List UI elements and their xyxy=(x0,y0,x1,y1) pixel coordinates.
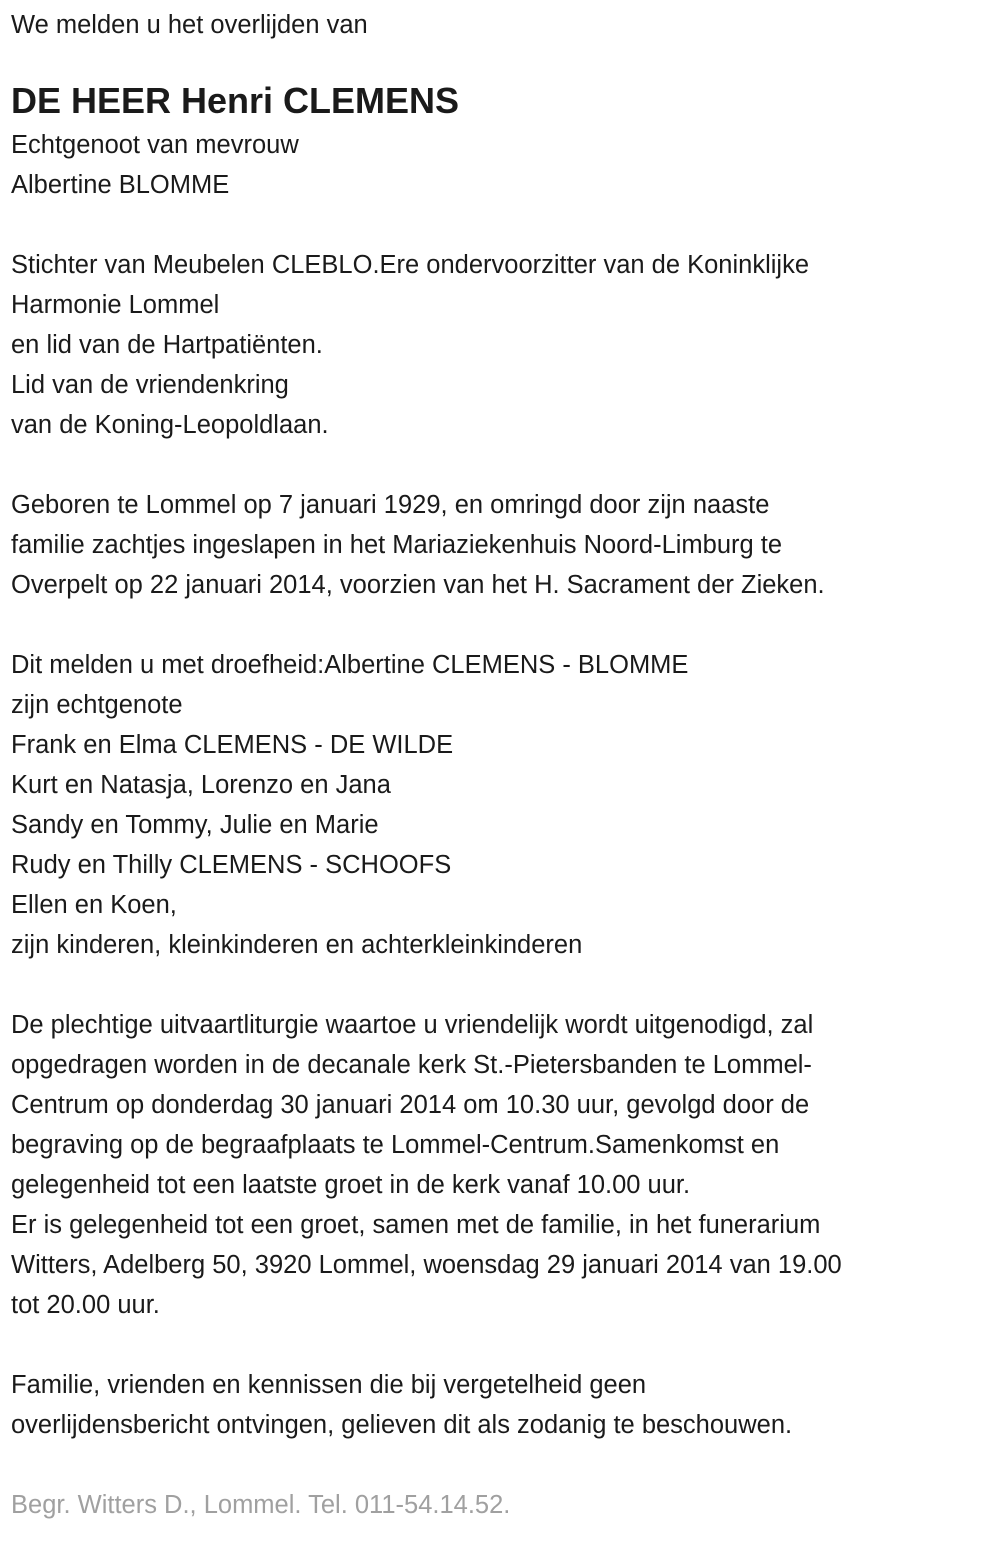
funeral-line: Er is gelegenheid tot een groet, samen met de familie, in het funerarium xyxy=(11,1211,821,1239)
bio-line: van de Koning-Leopoldlaan. xyxy=(11,411,329,439)
death-notice xyxy=(11,5,1000,1525)
deceased-name: DE HEER Henri CLEMENS xyxy=(11,80,460,121)
funeral-line: tot 20.00 uur. xyxy=(11,1291,160,1319)
bio-line: Harmonie Lommel xyxy=(11,291,220,319)
closing-line: Familie, vrienden en kennissen die bij vergetelheid geen xyxy=(11,1371,647,1399)
funeral-line: Witters, Adelberg 50, 3920 Lommel, woensdag 29 januari 2014 van 19.00 xyxy=(11,1251,842,1279)
birth-death-line: familie zachtjes ingeslapen in het Mariaziekenhuis Noord-Limburg te xyxy=(11,531,783,559)
family-section xyxy=(11,645,1000,965)
funeral-line: gelegenheid tot een laatste groet in de kerk vanaf 10.00 uur. xyxy=(11,1171,691,1199)
family-line: Dit melden u met droefheid:Albertine CLEMENS - BLOMME xyxy=(11,651,689,679)
birth-death-line: Overpelt op 22 januari 2014, voorzien van het H. Sacrament der Zieken. xyxy=(11,571,825,599)
funeral-line: De plechtige uitvaartliturgie waartoe u vriendelijk wordt uitgenodigd, zal xyxy=(11,1011,814,1039)
family-line: Rudy en Thilly CLEMENS - SCHOOFS xyxy=(11,851,452,879)
bio-section xyxy=(11,245,1000,445)
closing-section xyxy=(11,1365,1000,1445)
closing-line: overlijdensbericht ontvingen, gelieven dit als zodanig te beschouwen. xyxy=(11,1411,793,1439)
undertaker-footer: Begr. Witters D., Lommel. Tel. 011-54.14.52. xyxy=(11,1491,511,1519)
family-line: Kurt en Natasja, Lorenzo en Jana xyxy=(11,771,391,799)
family-line: zijn kinderen, kleinkinderen en achterkleinkinderen xyxy=(11,931,583,959)
funeral-line: opgedragen worden in de decanale kerk St.-Pietersbanden te Lommel- xyxy=(11,1051,812,1079)
family-line: zijn echtgenote xyxy=(11,691,183,719)
spouse-section xyxy=(11,125,1000,205)
bio-line: Stichter van Meubelen CLEBLO.Ere ondervoorzitter van de Koninklijke xyxy=(11,251,810,279)
funeral-section xyxy=(11,1005,1000,1325)
spouse-line: Albertine BLOMME xyxy=(11,171,230,199)
birth-death-section xyxy=(11,485,1000,605)
family-line: Sandy en Tommy, Julie en Marie xyxy=(11,811,379,839)
funeral-line: begraving op de begraafplaats te Lommel-Centrum.Samenkomst en xyxy=(11,1131,780,1159)
birth-death-line: Geboren te Lommel op 7 januari 1929, en omringd door zijn naaste xyxy=(11,491,770,519)
bio-line: Lid van de vriendenkring xyxy=(11,371,289,399)
bio-line: en lid van de Hartpatiënten. xyxy=(11,331,323,359)
family-line: Frank en Elma CLEMENS - DE WILDE xyxy=(11,731,454,759)
family-line: Ellen en Koen, xyxy=(11,891,177,919)
spouse-line: Echtgenoot van mevrouw xyxy=(11,131,299,159)
intro-text: We melden u het overlijden van xyxy=(11,11,368,39)
funeral-line: Centrum op donderdag 30 januari 2014 om 10.30 uur, gevolgd door de xyxy=(11,1091,810,1119)
